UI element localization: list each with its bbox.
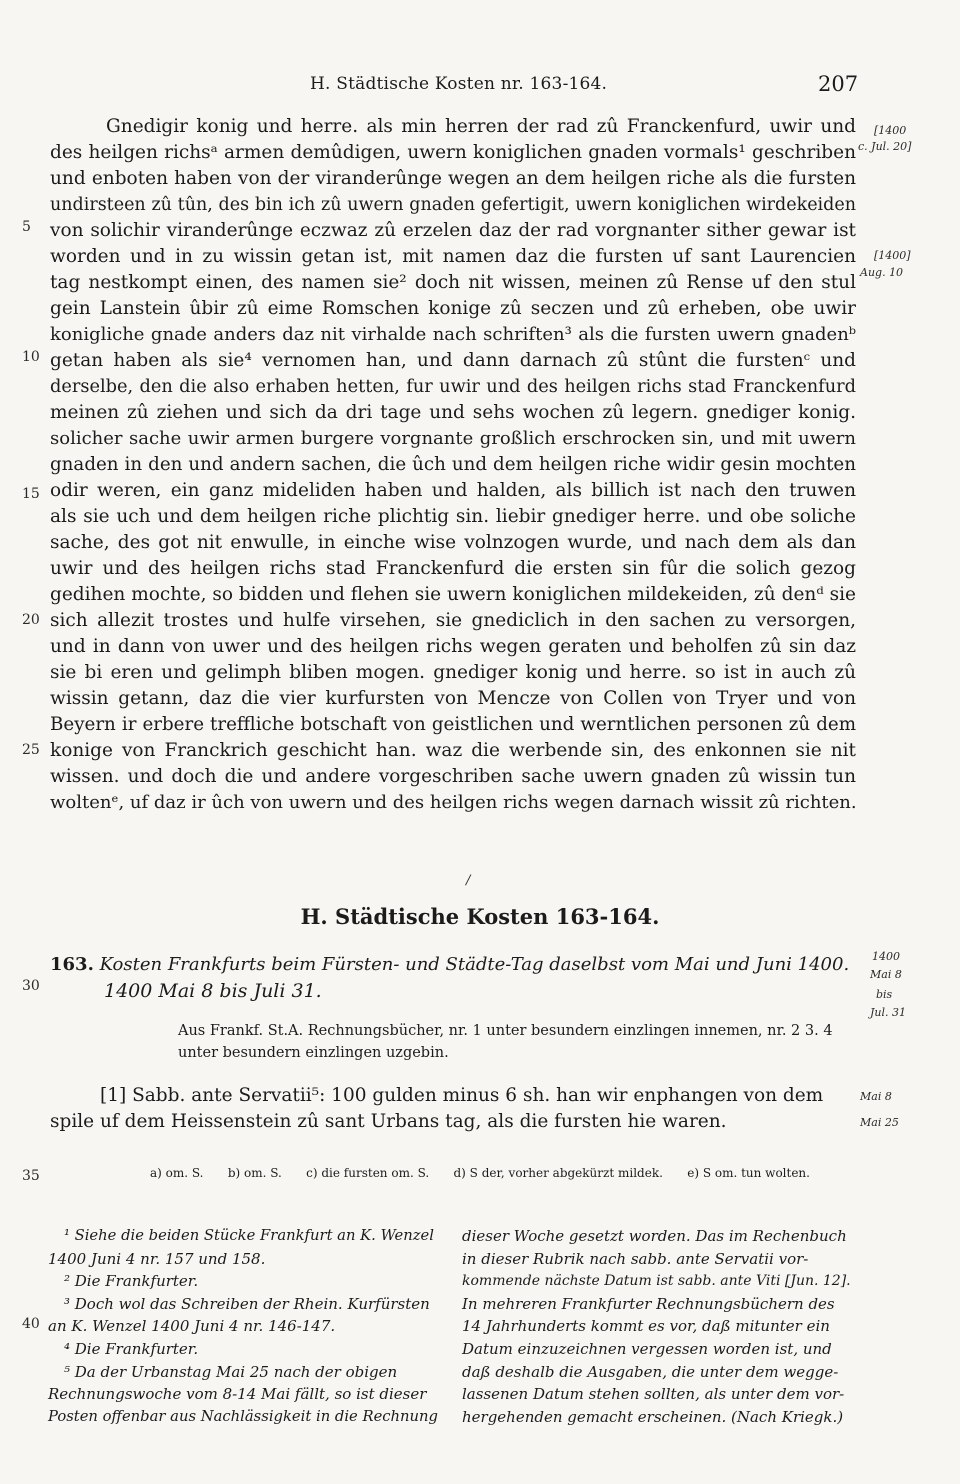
text-line: worden und in zu wissin getan ist, mit namen daz die fursten uf sant Laurencien xyxy=(50,246,856,267)
text-line: des heilgen richsᵃ armen demûdigen, uwern koniglichen gnaden vormals¹ geschriben xyxy=(50,142,856,163)
footnote-line: Rechnungswoche vom 8-14 Mai fällt, so ist dieser xyxy=(48,1385,427,1404)
source-note: unter besundern einzlingen uzgebin. xyxy=(178,1045,449,1061)
footnote-line: dieser Woche gesetzt worden. Das im Rechenbuch xyxy=(462,1227,847,1245)
text-line: Gnedigir konig und herre. als min herren der rad zû Franckenfurd, uwir und xyxy=(106,116,856,137)
text-line: woltenᵉ, uf daz ir ûch von uwern und des heilgen richs wegen darnach wissit zû richten. xyxy=(50,792,857,813)
apparatus-note: e) S om. tun wolten. xyxy=(687,1166,810,1180)
line-number: 25 xyxy=(22,742,40,758)
text-line: getan haben als sie⁴ vernomen han, und dann darnach zû stûnt die furstenᶜ und xyxy=(50,350,856,371)
text-line: tag nestkompt einen, des namen sie² doch nit wissen, meinen zû Rense uf den stul xyxy=(50,272,856,293)
text-line: gnaden in den und andern sachen, die ûch und dem heilgen riche widir gesin mochten xyxy=(50,454,856,475)
footnote-line: daß deshalb die Ausgaben, die unter dem wegge- xyxy=(462,1362,839,1381)
footnote-line: an K. Wenzel 1400 Juni 4 nr. 146-147. xyxy=(48,1317,336,1336)
text-line: und in dann von uwer und des heilgen richs wegen geraten und beholfen zû sin daz xyxy=(50,636,856,657)
text-line: als sie uch und dem heilgen riche plichtig sin. liebir gnediger herre. und obe soliche xyxy=(50,506,856,527)
footnote-line: lassenen Datum stehen sollten, als unter dem vor- xyxy=(462,1385,845,1404)
text-line: und enboten haben von der viranderûnge wegen an dem heilgen riche als die fursten xyxy=(50,168,856,189)
line-number: 5 xyxy=(22,219,31,235)
text-line: konigliche gnade anders daz nit virhalde nach schriften³ als die fursten uwern gnadenᵇ xyxy=(50,324,856,345)
margin-date: Aug. 10 xyxy=(860,266,904,279)
footnote-line: In mehreren Frankfurter Rechnungsbüchern des xyxy=(462,1294,835,1313)
margin-date: Mai 8 xyxy=(870,968,902,981)
footnote-line: ⁴ Die Frankfurter. xyxy=(64,1339,199,1358)
page-number: 207 xyxy=(818,72,859,96)
margin-date: Jul. 31 xyxy=(870,1006,907,1019)
margin-date: [1400] xyxy=(874,249,911,262)
entry-line: spile uf dem Heissenstein zû sant Urbans tag, als die fursten hie waren. xyxy=(50,1111,727,1132)
footnote-line: ³ Doch wol das Schreiben der Rhein. Kurfürsten xyxy=(64,1294,430,1313)
line-number: 20 xyxy=(22,612,40,628)
margin-date: c. Jul. 20] xyxy=(858,140,912,153)
text-line: undirsteen zû tûn, des bin ich zû uwern gnaden gefertigit, uwern koniglichen wirdekeiden xyxy=(50,195,856,215)
register-title: Kosten Frankfurts beim Fürsten- und Städte-Tag daselbst vom Mai und Juni 1400. xyxy=(99,954,850,975)
footnote-line: hergehenden gemacht erscheinen. (Nach Kriegk.) xyxy=(462,1407,844,1426)
line-number: 35 xyxy=(22,1168,40,1184)
text-line: meinen zû ziehen und sich da dri tage und sehs wochen zû legern. gnediger konig. xyxy=(50,402,856,423)
footnote-line: Datum einzuzeichnen vergessen worden ist, und xyxy=(462,1339,832,1358)
text-line: wissin getann, daz die vier kurfursten von Mencze von Collen von Tryer und von xyxy=(50,688,856,709)
section-title: H. Städtische Kosten 163-164. xyxy=(300,904,660,929)
margin-date: [1400 xyxy=(874,124,907,137)
footnote-line: ² Die Frankfurter. xyxy=(64,1272,199,1291)
text-line: uwir und des heilgen richs stad Franckenfurd die ersten sin fûr die solich gezog xyxy=(50,558,856,579)
source-note: Aus Frankf. St.A. Rechnungsbücher, nr. 1 unter besundern einzlingen innemen, nr. 2 3. 4 xyxy=(178,1023,833,1039)
register-number: 163. xyxy=(50,954,94,975)
footnote-line: ¹ Siehe die beiden Stücke Frankfurt an K. Wenzel xyxy=(64,1227,434,1244)
running-head: H. Städtische Kosten nr. 163-164. xyxy=(310,74,608,94)
footnote-line: ⁵ Da der Urbanstag Mai 25 nach der obigen xyxy=(64,1362,398,1381)
footnotes-right xyxy=(462,1225,852,1428)
text-line: von solichir viranderûnge eczwaz zû erzelen daz der rad vorgnanter sither gewar ist xyxy=(50,220,856,241)
critical-apparatus xyxy=(150,1166,810,1180)
text-line: gein Lanstein ûbir zû eime Romschen konige zû seczen und zû erheben, obe uwir xyxy=(50,298,856,319)
register-heading xyxy=(50,952,849,978)
apparatus-note: b) om. S. xyxy=(227,1166,282,1180)
text-line: odir weren, ein ganz mideliden haben und halden, als billich ist nach den truwen xyxy=(50,480,856,501)
footnote-line: Posten offenbar aus Nachlässigkeit in die Rechnung xyxy=(48,1407,438,1425)
line-number: 40 xyxy=(22,1316,40,1332)
text-line: konige von Franckrich geschicht han. waz die werbende sin, des enkonnen sie nit xyxy=(50,740,856,761)
text-line: sache, des got nit enwulle, in einche wise volnzogen wurde, und nach dem als dan xyxy=(50,532,856,553)
margin-date: Mai 25 xyxy=(860,1116,899,1129)
footnote-line: kommende nächste Datum ist sabb. ante Viti [Jun. 12]. xyxy=(462,1273,851,1290)
text-line: derselbe, den die also erhaben hetten, fur uwir und des heilgen richs stad Franckenfurd xyxy=(50,377,856,397)
margin-date: 1400 xyxy=(872,950,900,963)
register-date: 1400 Mai 8 bis Juli 31. xyxy=(104,980,322,1002)
footnote-line: 14 Jahrhunderts kommt es vor, daß mitunter ein xyxy=(462,1317,830,1336)
margin-date: bis xyxy=(876,988,893,1001)
footnotes-left xyxy=(48,1225,438,1428)
footnote-line: in dieser Rubrik nach sabb. ante Servatii vor- xyxy=(462,1249,809,1268)
text-line: wissen. und doch die und andere vorgeschriben sache uwern gnaden zû wissin tun xyxy=(50,766,856,787)
text-line: solicher sache uwir armen burgere vorgnante großlich erschrocken sin, und mit uwern xyxy=(50,428,856,449)
footnote-line: 1400 Juni 4 nr. 157 und 158. xyxy=(48,1249,266,1268)
line-number: 15 xyxy=(22,486,40,502)
text-line: Beyern ir erbere treffliche botschaft von geistlichen und werntlichen personen zû dem xyxy=(50,714,856,735)
text-line: gedihen mochte, so bidden und flehen sie uwern koniglichen mildekeiden, zû denᵈ sie xyxy=(50,584,856,605)
text-line: sich allezit trostes und hulfe virsehen, sie gnediclich in den sachen zu versorgen, xyxy=(50,610,856,631)
text-line: sie bi eren und gelimph bliben mogen. gnediger konig und herre. so ist in auch zû xyxy=(50,662,856,683)
line-number: 10 xyxy=(22,349,40,365)
stray-mark: / xyxy=(466,873,471,888)
margin-date: Mai 8 xyxy=(860,1090,892,1103)
apparatus-note: d) S der, vorher abgekürzt mildek. xyxy=(453,1166,663,1180)
apparatus-note: c) die fursten om. S. xyxy=(306,1166,430,1180)
line-number: 30 xyxy=(22,978,40,994)
apparatus-note: a) om. S. xyxy=(150,1166,204,1180)
entry-line: [1] Sabb. ante Servatii⁵: 100 gulden minus 6 sh. han wir enphangen von dem xyxy=(100,1085,824,1106)
